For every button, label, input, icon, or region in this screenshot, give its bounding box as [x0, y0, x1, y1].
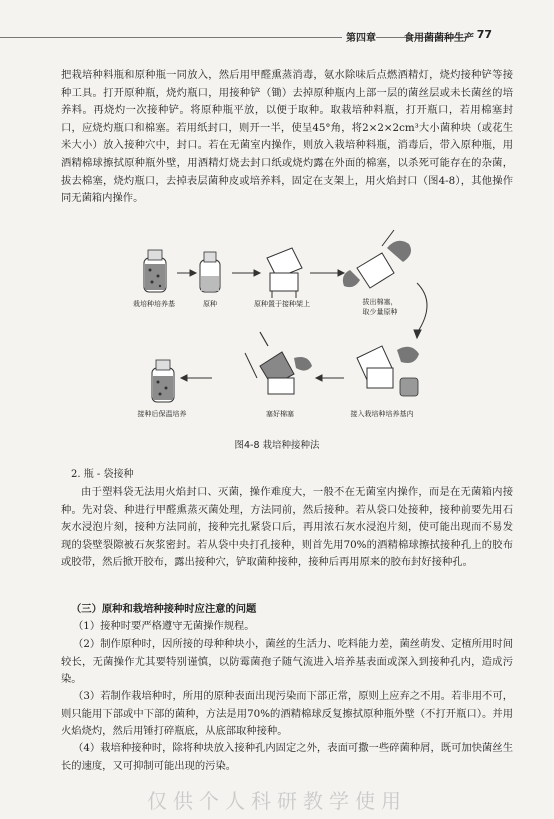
plug-back-drawing [260, 332, 312, 394]
substrate-bottle-drawing [144, 250, 166, 292]
page-number: 77 [476, 28, 492, 41]
label-insert: 接入栽培种培养基内 [350, 410, 414, 418]
chapter-title: 食用菌菌种生产 [404, 33, 474, 44]
list-item: （2）制作原种时，因所接的母种种块小，菌丝的生活力、吃料能力差，菌丝萌发、定植所用时间较长，无菌操作尤其要特别谨慎，以防霉菌孢子随气流进入培养基表面或深入到接种孔内，造成污染。 [61, 638, 513, 686]
chapter-label: 第四章 [342, 29, 376, 44]
label-on-rack: 原种置于接种架上 [254, 300, 310, 308]
inoculation-figure [82, 228, 482, 450]
label-incubate: 接种后保温培养 [137, 410, 187, 418]
list-item: （4）栽培种接种时，除将种块放入接种孔内固定之外，表面可撒一些碎菌种屑，既可加快菌丝生长的速度，又可抑制可能出现的污染。 [61, 742, 513, 772]
label-pull-plug-1: 拔出棉塞， [362, 298, 398, 306]
intro-paragraph: 把栽培种料瓶和原种瓶一同放入，然后用甲醛熏蒸消毒，氨水除味后点燃酒精灯，烧灼接种铲等接种工具。打开原种瓶，烧灼瓶口，用接种铲（锄）去掉原种瓶内上部一层的菌丝层或未长菌丝的培养料。再烧灼一次接种铲。将原种瓶平放，以便于取种。取栽培种料瓶，打开瓶口，若用棉塞封口，应烧灼瓶口和棉塞。若用纸封口，则开一半，使呈45°角，将2×2×2cm³大小菌种块（或花生米大小）放入接种穴中，封口。若在无菌室内操作，则放入栽培种料瓶，消毒后，带入原种瓶，用酒精棉球擦拭原种瓶外壁，用酒精灯烧去封口纸或烧灼露在外面的棉塞，以杀死可能存在的杂菌，拔去棉塞，烧灼瓶口，去掉表层菌种皮或培养料，固定在支架上，用火焰封口（图4-8），其他操作同无菌箱内操作。 [61, 69, 513, 205]
pull-plug-drawing [343, 230, 411, 288]
header-rule [0, 37, 469, 38]
label-original: 原种 [203, 300, 217, 308]
section-3-title: （三）原种和栽培种接种时应注意的问题 [71, 603, 257, 615]
list-item: （3）若制作栽培种时，所用的原种表面出现污染而下部正常，原则上应弃之不用。若非用不可，则只能用下部或中下部的菌种，方法是用70%的酒精棉球反复擦拭原种瓶外壁（不打开瓶口）。并用火焰烧灼，然后用锤打碎瓶底，从底部取种接种。 [61, 690, 513, 738]
incubate-bottle-drawing [152, 360, 174, 402]
section-2-paragraph: 由于塑料袋无法用火焰封口、灭菌，操作难度大，一般不在无菌室内操作，而是在无菌箱内接种。先对袋、种进行甲醛熏蒸灭菌处理，方法同前，然后接种。若从袋口处接种，接种前要先用石灰水浸泡片刻，接种方法同前，接种完扎紧袋口后，再用浓石灰水浸泡片刻，使可能出现而不易发现的袋壁裂隙被石灰浆密封。若从袋中央打孔接种，则首先用70%的酒精棉球擦拭接种孔上的胶布或胶带，然后掀开胶布，露出接种穴，铲取菌种接种，接种后再用原来的胶布封好接种孔。 [61, 486, 513, 569]
label-plug-back: 塞好棉塞 [266, 410, 294, 418]
label-substrate: 栽培种培养基 [133, 300, 175, 308]
label-pull-plug-2: 取少量原种 [362, 308, 398, 316]
list-item: （1）接种时要严格遵守无菌操作规程。 [73, 620, 255, 632]
page-header [0, 26, 554, 46]
original-bottle-drawing [200, 252, 220, 292]
rack-drawing [267, 248, 302, 298]
section-2-title: 2. 瓶 - 袋接种 [71, 469, 134, 480]
insert-drawing [357, 346, 419, 396]
figure-caption: 图4-8 栽培种接种法 [234, 440, 320, 451]
watermark: 仅供个人科研教学使用 [147, 789, 407, 813]
